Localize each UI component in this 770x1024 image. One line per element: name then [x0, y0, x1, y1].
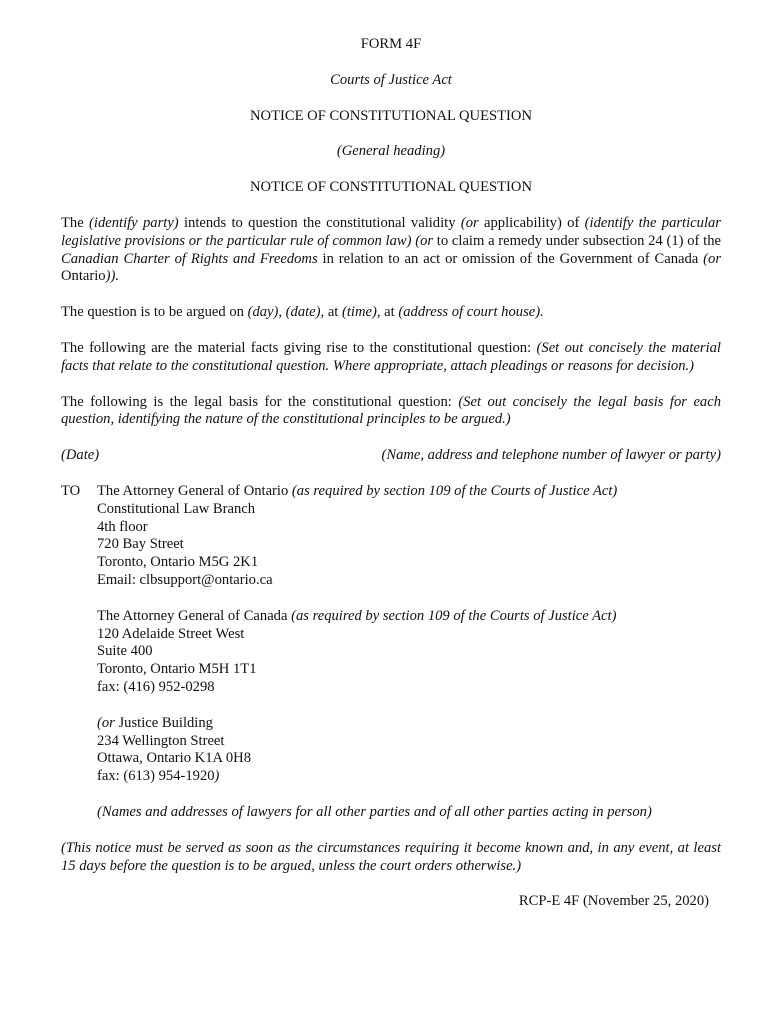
legal-basis-paragraph: The following is the legal basis for the constitutional question: (Set out concisely the legal basis for each question, identifying the nature of the constitutional principles to be argued.): [61, 393, 722, 428]
recipients-block: [61, 483, 721, 822]
signature-line: [61, 447, 721, 465]
act-name: Courts of Justice Act: [330, 71, 452, 88]
hearing-paragraph: The question is to be argued on (day), (date), at (time), at (address of court house).: [61, 304, 544, 321]
notice-title: NOTICE OF CONSTITUTIONAL QUESTION: [250, 179, 532, 196]
form-page: [61, 36, 721, 911]
signatory-placeholder: (Name, address and telephone number of lawyer or party): [381, 447, 721, 464]
to-label: TO: [61, 482, 81, 499]
service-note: (This notice must be served as soon as the circumstances requiring it become known and, in any event, at least 15 days before the question is to be argued, unless the court orders otherwise.): [61, 839, 721, 874]
form-footer: RCP-E 4F (November 25, 2020): [518, 893, 709, 910]
ag-canada-address: The Attorney General of Canada (as required by section 109 of the Courts of Justice Act) 120 Adelaide Street West Suite 400 Toronto, Ontario M5H 1T1 fax: (416) 952-0298: [97, 607, 617, 695]
other-parties-note: (Names and addresses of lawyers for all other parties and of all other parties acting in person): [97, 803, 652, 820]
page-title: NOTICE OF CONSTITUTIONAL QUESTION: [250, 107, 532, 124]
date-placeholder: (Date): [61, 447, 100, 464]
ag-canada-alt-address: (or Justice Building 234 Wellington Street Ottawa, Ontario K1A 0H8 fax: (613) 954-1920): [97, 714, 252, 785]
ag-ontario-address: The Attorney General of Ontario (as required by section 109 of the Courts of Justice Act) Constitutional Law Branch 4th floor 720 Bay Street Toronto, Ontario M5G 2K1 Email: clbsupport@ontario.ca: [97, 483, 721, 590]
form-number: FORM 4F: [360, 36, 422, 52]
material-facts-paragraph: The following are the material facts giving rise to the constitutional question: (Set out concisely the material facts that relate to the constitutional question. Where appropriate, attach pleadings or reasons for decision.): [61, 339, 721, 374]
general-heading: (General heading): [336, 143, 446, 160]
intent-paragraph: The (identify party) intends to question the constitutional validity (or applicability) of (identify the particular legislative provisions or the particular rule of common law) (or to claim a remedy under subsection 24 (1) of the Canadian Charter of Rights and Freedoms in relation to an act or omission of the Government of Canada (or Ontario)).: [61, 214, 721, 285]
ag-ontario-email: Email: clbsupport@ontario.ca: [97, 571, 273, 588]
